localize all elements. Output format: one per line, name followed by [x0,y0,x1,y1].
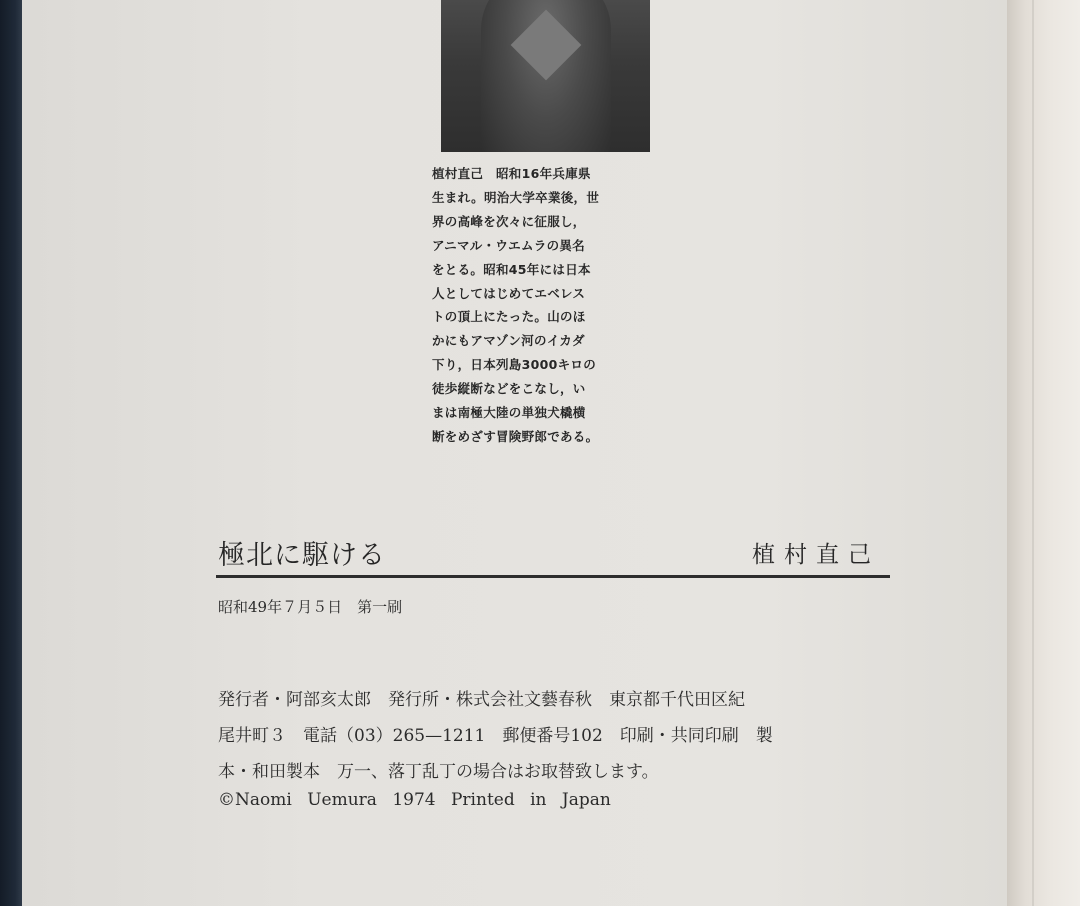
bio-line: 下り，日本列島3000キロの [432,357,596,373]
copyright-notice: ©Naomi Uemura 1974 Printed in Japan [218,790,611,810]
bio-line: 植村直己 昭和16年兵庫県 [432,166,591,181]
colophon [218,682,898,790]
bio-line: 界の高峰を次々に征服し， [432,213,586,229]
bio-line: 徒歩縦断などをこなし，い [432,381,586,397]
title-rule [216,575,890,578]
bio-line: トの頂上にたった。山のほ [432,309,586,325]
bio-line: かにもアマゾン河のイカダ [432,333,585,349]
bio-line: 断をめざす冒険野郎である。 [432,428,599,444]
bio-line: をとる。昭和45年には日本 [432,261,591,277]
bio-line: 人としてはじめてエベレス [432,285,586,301]
colophon-line: 本・和田製本 万一、落丁乱丁の場合はお取替致します。 [218,762,659,782]
book-spine [0,0,22,906]
page-edge-line [1032,0,1034,906]
author-bio [432,162,672,449]
book-author: 植村直己 [752,542,880,568]
author-photo [441,0,650,152]
bio-line: 生まれ。明治大学卒業後，世 [432,189,600,205]
colophon-line: 発行者・阿部亥太郎 発行所・株式会社文藝春秋 東京都千代田区紀 [218,690,745,710]
bio-line: まは南極大陸の単独犬橇横 [432,405,586,421]
edition-date: 昭和49年７月５日 第一刷 [218,598,403,616]
colophon-line: 尾井町３ 電話（03）265—1211 郵便番号102 印刷・共同印刷 製 [218,726,773,746]
book-title: 極北に駆ける [218,540,386,571]
next-page-edge [1007,0,1080,906]
bio-line: アニマル・ウエムラの異名 [432,237,585,253]
